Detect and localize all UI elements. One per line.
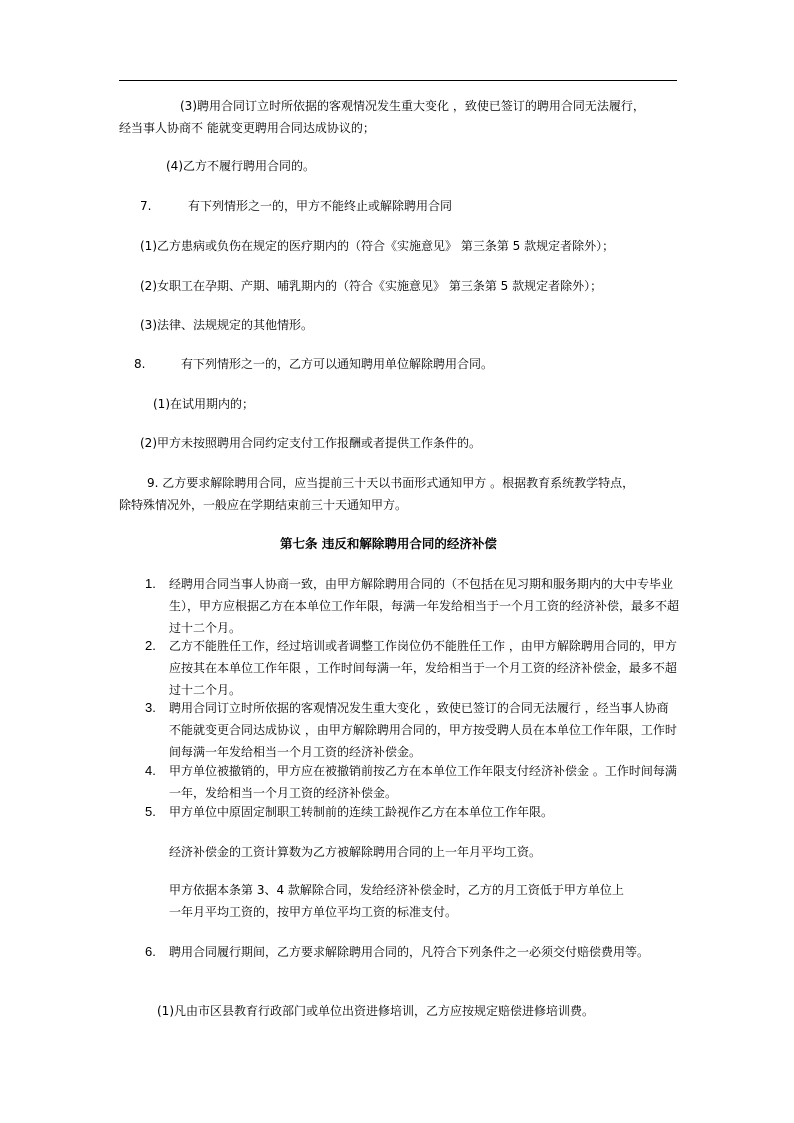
item8-sub1: (1)在试用期内的；: [153, 397, 254, 411]
list-item-number: 3.: [145, 700, 156, 715]
item9-line2: 除特殊情况外，一般应在学期结束前三十天通知甲方。: [119, 498, 408, 512]
clause7-note2-line2: 一年月平均工资的，按甲方单位平均工资的标准支付。: [169, 905, 458, 919]
item7-sub3: (3)法律、法规规定的其他情形。: [140, 318, 313, 332]
clause7-heading: 第七条 违反和解除聘用合同的经济补偿: [280, 536, 497, 551]
list-item-number: 2.: [145, 638, 156, 653]
clause6-p3-line2: 经当事人协商不 能就变更聘用合同达成协议的；: [119, 121, 375, 135]
list-item-number: 4.: [145, 763, 156, 778]
clause6-p3-line1: (3)聘用合同订立时所依据的客观情况发生重大变化 ，致使已签订的聘用合同无法履行，: [180, 99, 645, 113]
item7-sub1: (1)乙方患病或负伤在规定的医疗期内的（符合《实施意见》 第三条第 5 款规定者除外）；: [140, 239, 615, 253]
list-item-text: 经聘用合同当事人协商一致，由甲方解除聘用合同的（不包括在见习期和服务期内的大中专毕业生），甲方应根据乙方在本单位工作年限，每满一年发给相当于一个月工资的经济补偿，最多不超过十二个月。: [169, 577, 680, 635]
list-item-text: 甲方单位被撤销的，甲方应在被撤销前按乙方在本单位工作年限支付经济补偿金 。工作时间每满一年，发给相当一个月工资的经济补偿金。: [169, 764, 677, 800]
clause7-note1: 经济补偿金的工资计算数为乙方被解除聘用合同的上一年月平均工资。: [169, 845, 542, 859]
item7-sub2: (2)女职工在孕期、产期、哺乳期内的（符合《实施意见》 第三条第 5 款规定者除外）；: [140, 279, 603, 293]
list-item-text: 乙方不能胜任工作，经过培训或者调整工作岗位仍不能胜任工作 ，由甲方解除聘用合同的，甲方应按其在本单位工作年限 ，工作时间每满一年，发给相当于一个月工资的经济补偿金，最多不超过十二个月。: [169, 639, 677, 697]
item8-text: 有下列情形之一的，乙方可以通知聘用单位解除聘用合同。: [181, 357, 494, 371]
item6-number: 6.: [145, 944, 156, 959]
header-rule: [119, 80, 677, 81]
list-item-text: 聘用合同订立时所依据的客观情况发生重大变化 ，致使已签订的合同无法履行 ，经当事人协商不能就变更合同达成协议 ，由甲方解除聘用合同的，甲方按受聘人员在本单位工作年限，工作时间每满一年发给相当一个月工资的经济补偿金。: [169, 701, 677, 759]
item7-text: 有下列情形之一的，甲方不能终止或解除聘用合同: [188, 199, 453, 213]
clause6-p4: (4)乙方不履行聘用合同的。: [166, 159, 315, 173]
item9-line1: 9. 乙方要求解除聘用合同，应当提前三十天以书面形式通知甲方 。根据教育系统教学特点，: [147, 476, 635, 490]
clause7-note2-line1: 甲方依据本条第 3、4 款解除合同，发给经济补偿金时，乙方的月工资低于甲方单位上: [169, 883, 624, 897]
list-item-number: 5.: [145, 804, 156, 819]
item8-number: 8.: [134, 357, 146, 371]
list-item-text: 甲方单位中原固定制职工转制前的连续工龄视作乙方在本单位工作年限。: [169, 805, 554, 819]
item8-sub2: (2)甲方未按照聘用合同约定支付工作报酬或者提供工作条件的。: [140, 436, 482, 450]
list-item-number: 1.: [145, 576, 156, 591]
item7-number: 7.: [140, 199, 152, 213]
item6-sub1: (1)凡由市区县教育行政部门或单位出资进修培训，乙方应按规定赔偿进修培训费。: [157, 1004, 595, 1018]
item6-text: 聘用合同履行期间，乙方要求解除聘用合同的，凡符合下列条件之一必须交付赔偿费用等。: [169, 945, 650, 959]
